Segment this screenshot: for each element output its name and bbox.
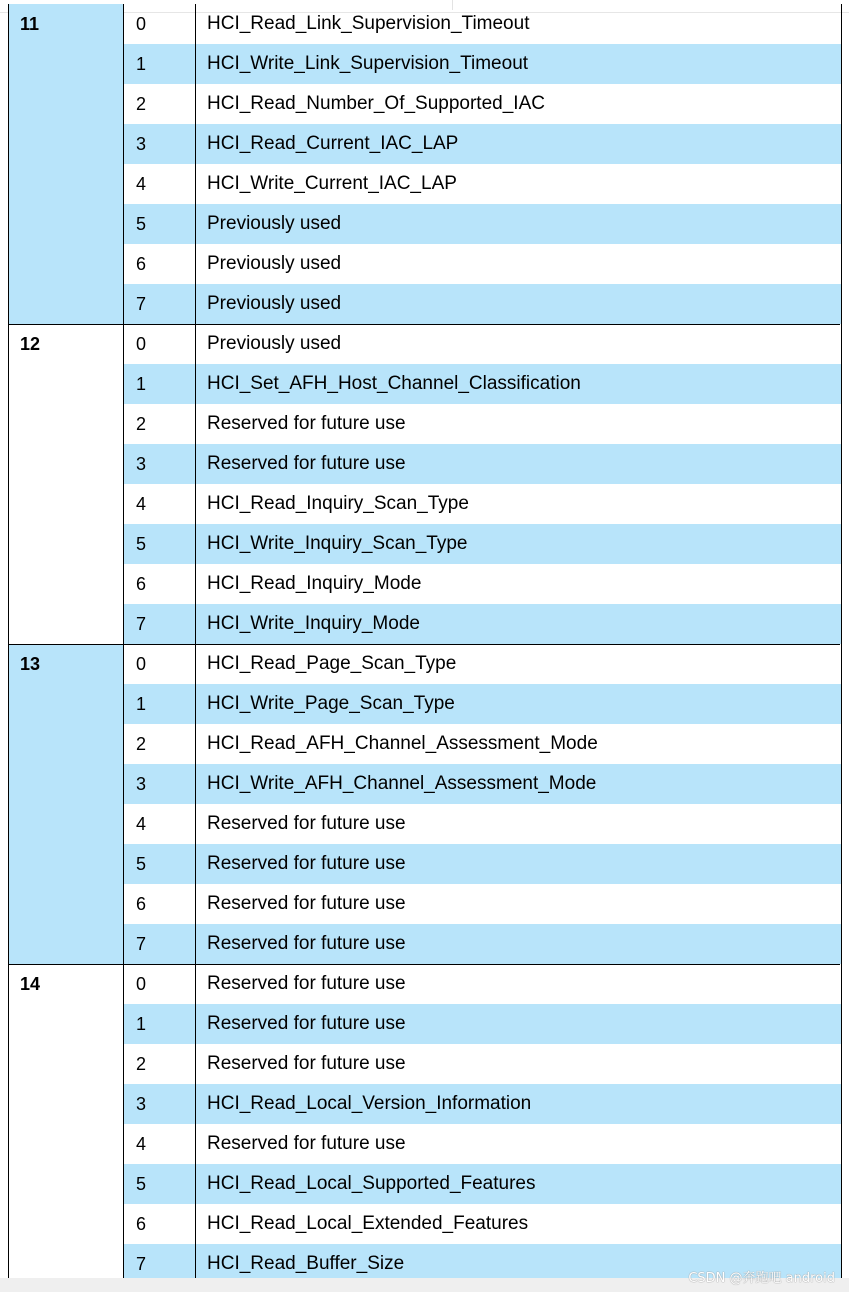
table-row bbox=[124, 724, 841, 764]
command-name-cell: HCI_Write_Current_IAC_LAP bbox=[207, 173, 457, 194]
supported-commands-table bbox=[8, 4, 842, 1278]
table-row bbox=[124, 204, 841, 244]
bit-number-cell: 4 bbox=[124, 804, 196, 844]
bit-number-cell: 3 bbox=[124, 764, 196, 804]
bit-number-cell: 6 bbox=[124, 884, 196, 924]
command-name-cell: HCI_Write_Page_Scan_Type bbox=[207, 693, 455, 714]
command-name-cell: HCI_Write_AFH_Channel_Assessment_Mode bbox=[207, 773, 597, 794]
table-row bbox=[124, 684, 841, 724]
command-name-cell: HCI_Write_Link_Supervision_Timeout bbox=[207, 53, 529, 74]
command-name-cell: Reserved for future use bbox=[207, 1133, 406, 1154]
command-name-cell: Previously used bbox=[207, 213, 342, 234]
table-row bbox=[124, 1004, 841, 1044]
bit-number-cell: 7 bbox=[124, 604, 196, 644]
bit-number-cell: 0 bbox=[124, 964, 196, 1004]
table-row bbox=[124, 844, 841, 884]
octet-group bbox=[8, 4, 842, 324]
command-name-cell: HCI_Read_Local_Version_Information bbox=[207, 1093, 532, 1114]
table-row bbox=[124, 164, 841, 204]
bit-number-cell: 4 bbox=[124, 1124, 196, 1164]
command-name-cell: Reserved for future use bbox=[207, 1013, 406, 1034]
bit-number-cell: 6 bbox=[124, 564, 196, 604]
table-row bbox=[124, 44, 841, 84]
table-row bbox=[124, 604, 841, 644]
command-name-cell: HCI_Read_Page_Scan_Type bbox=[207, 653, 457, 674]
bit-number-cell: 3 bbox=[124, 124, 196, 164]
table-row bbox=[124, 484, 841, 524]
bit-number-cell: 3 bbox=[124, 444, 196, 484]
bit-number-cell: 7 bbox=[124, 284, 196, 324]
command-name-cell: Reserved for future use bbox=[207, 853, 406, 874]
table-row bbox=[124, 284, 841, 324]
octet-group bbox=[8, 324, 842, 644]
table-row bbox=[124, 84, 841, 124]
octet-group bbox=[8, 964, 842, 1278]
table-row bbox=[124, 524, 841, 564]
table-row bbox=[124, 564, 841, 604]
table-row bbox=[124, 324, 841, 364]
table-row bbox=[124, 964, 841, 1004]
command-name-cell: Reserved for future use bbox=[207, 413, 406, 434]
csdn-watermark: CSDN @奔跑吧 android bbox=[688, 1271, 835, 1286]
bit-number-cell: 5 bbox=[124, 844, 196, 884]
bit-number-cell: 2 bbox=[124, 84, 196, 124]
table-row bbox=[124, 4, 841, 44]
bit-number-cell: 1 bbox=[124, 44, 196, 84]
table-row bbox=[124, 244, 841, 284]
octet-number-cell: 13 bbox=[9, 644, 124, 964]
table-row bbox=[124, 124, 841, 164]
bit-number-cell: 6 bbox=[124, 244, 196, 284]
group-separator-line bbox=[8, 324, 840, 325]
bit-number-cell: 2 bbox=[124, 1044, 196, 1084]
bit-number-cell: 5 bbox=[124, 524, 196, 564]
command-name-cell: Previously used bbox=[207, 333, 342, 354]
bit-number-cell: 5 bbox=[124, 1164, 196, 1204]
command-name-cell: HCI_Set_AFH_Host_Channel_Classification bbox=[207, 373, 581, 394]
command-name-cell: HCI_Read_Current_IAC_LAP bbox=[207, 133, 459, 154]
command-name-cell: HCI_Read_Buffer_Size bbox=[207, 1253, 405, 1274]
command-name-cell: HCI_Read_AFH_Channel_Assessment_Mode bbox=[207, 733, 598, 754]
octet-number-cell: 11 bbox=[9, 4, 124, 324]
octet-number-cell: 14 bbox=[9, 964, 124, 1278]
table-row bbox=[124, 804, 841, 844]
bit-number-cell: 0 bbox=[124, 644, 196, 684]
command-name-cell: Previously used bbox=[207, 253, 342, 274]
bit-number-cell: 1 bbox=[124, 684, 196, 724]
table-row bbox=[124, 404, 841, 444]
table-row bbox=[124, 924, 841, 964]
group-separator-line bbox=[8, 964, 840, 965]
bit-number-cell: 4 bbox=[124, 164, 196, 204]
bit-number-cell: 6 bbox=[124, 1204, 196, 1244]
table-row bbox=[124, 764, 841, 804]
command-name-cell: Reserved for future use bbox=[207, 813, 406, 834]
bit-number-cell: 5 bbox=[124, 204, 196, 244]
command-name-cell: HCI_Write_Inquiry_Mode bbox=[207, 613, 420, 634]
octet-group bbox=[8, 644, 842, 964]
command-name-cell: HCI_Read_Local_Supported_Features bbox=[207, 1173, 536, 1194]
table-row bbox=[124, 1044, 841, 1084]
command-name-cell: Reserved for future use bbox=[207, 933, 406, 954]
table-row bbox=[124, 364, 841, 404]
bit-number-cell: 1 bbox=[124, 364, 196, 404]
bit-number-cell: 0 bbox=[124, 324, 196, 364]
command-name-cell: Reserved for future use bbox=[207, 893, 406, 914]
table-row bbox=[124, 884, 841, 924]
command-name-cell: Reserved for future use bbox=[207, 1053, 406, 1074]
bit-number-cell: 1 bbox=[124, 1004, 196, 1044]
table-row bbox=[124, 1204, 841, 1244]
octet-number-cell: 12 bbox=[9, 324, 124, 644]
table-row bbox=[124, 644, 841, 684]
bit-number-cell: 2 bbox=[124, 724, 196, 764]
command-name-cell: HCI_Read_Link_Supervision_Timeout bbox=[207, 13, 530, 34]
command-name-cell: HCI_Read_Inquiry_Scan_Type bbox=[207, 493, 469, 514]
command-name-cell: HCI_Write_Inquiry_Scan_Type bbox=[207, 533, 468, 554]
command-name-cell: HCI_Read_Inquiry_Mode bbox=[207, 573, 422, 594]
bit-number-cell: 0 bbox=[124, 4, 196, 44]
table-row bbox=[124, 1124, 841, 1164]
command-name-cell: Reserved for future use bbox=[207, 453, 406, 474]
group-separator-line bbox=[8, 644, 840, 645]
bit-number-cell: 7 bbox=[124, 924, 196, 964]
table-row bbox=[124, 1164, 841, 1204]
bit-number-cell: 3 bbox=[124, 1084, 196, 1124]
bit-number-cell: 4 bbox=[124, 484, 196, 524]
command-name-cell: Reserved for future use bbox=[207, 973, 406, 994]
command-name-cell: HCI_Read_Number_Of_Supported_IAC bbox=[207, 93, 545, 114]
table-row bbox=[124, 444, 841, 484]
command-name-cell: Previously used bbox=[207, 293, 342, 314]
table-row bbox=[124, 1084, 841, 1124]
bit-number-cell: 2 bbox=[124, 404, 196, 444]
bit-number-cell: 7 bbox=[124, 1244, 196, 1278]
command-name-cell: HCI_Read_Local_Extended_Features bbox=[207, 1213, 529, 1234]
